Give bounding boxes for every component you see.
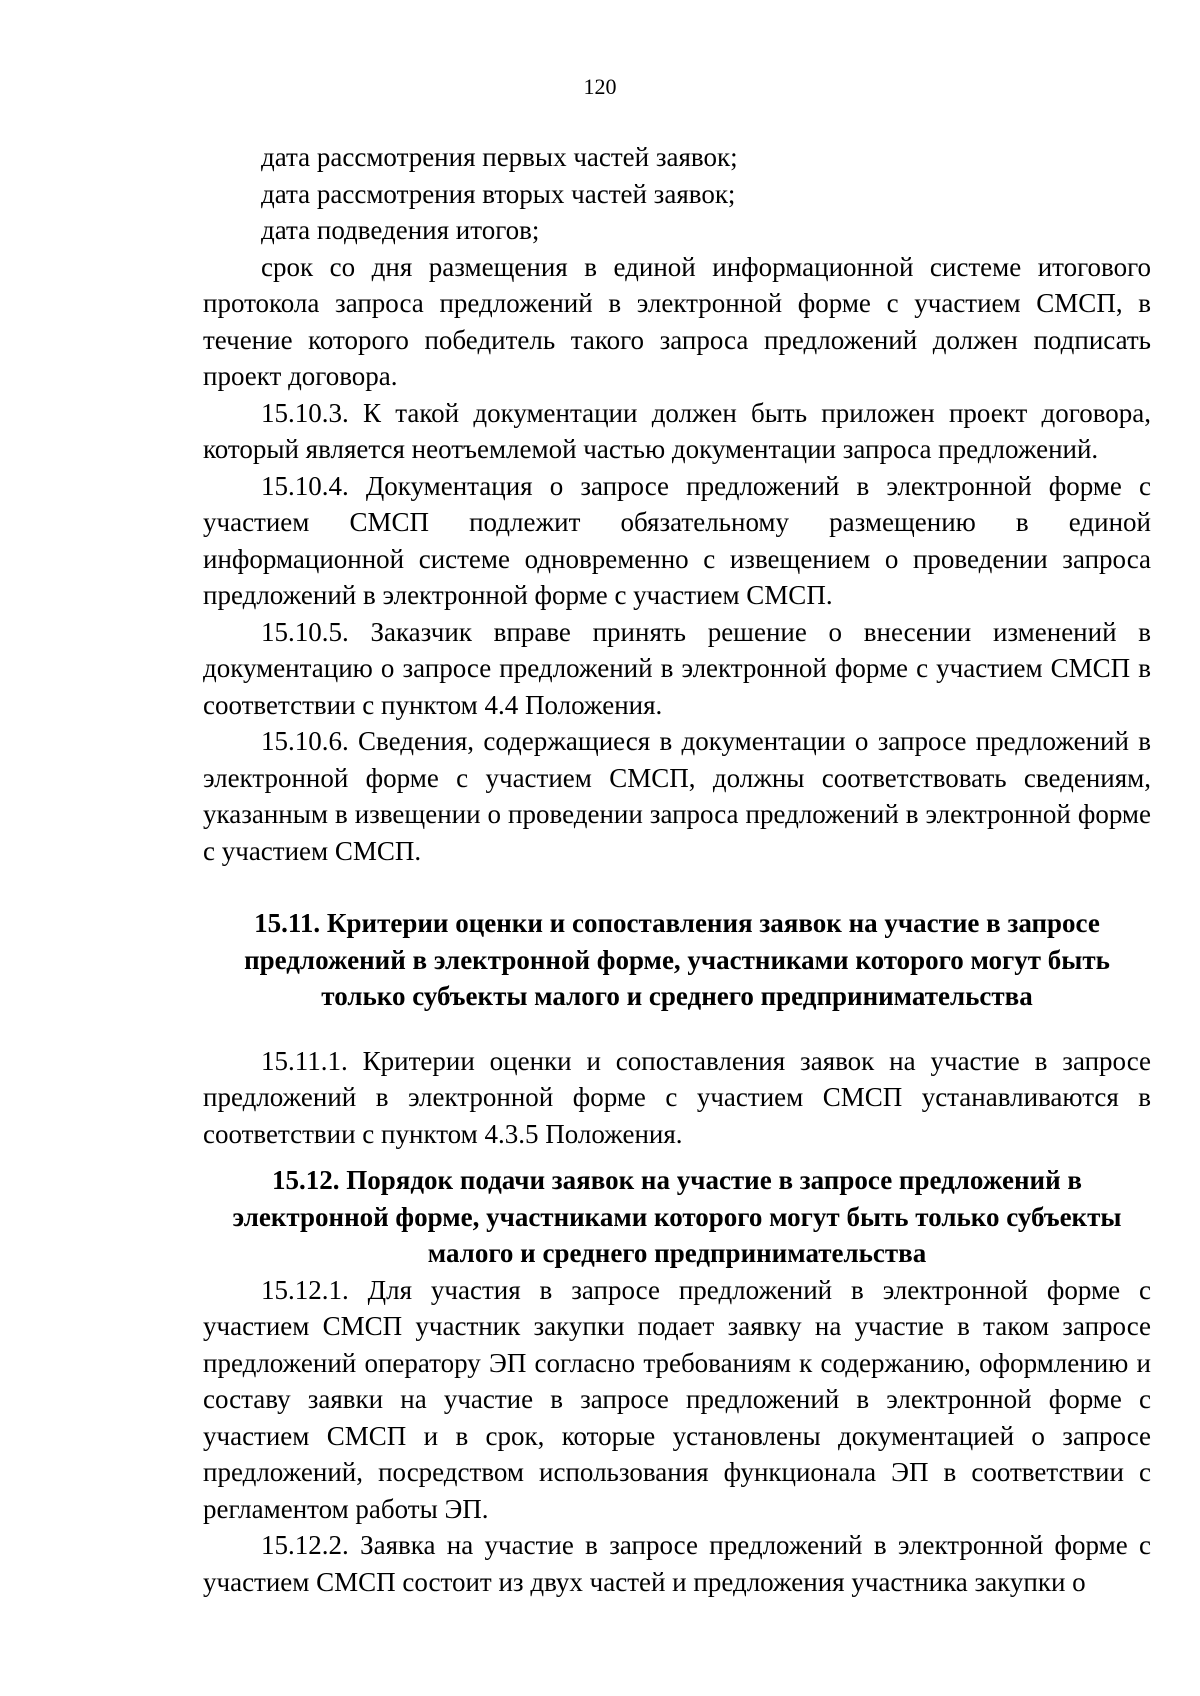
spacer [203, 1152, 1151, 1162]
paragraph-15-10-6: 15.10.6. Сведения, содержащиеся в документации о запросе предложений в электронной форме с участием СМСП, должны соответствовать сведениям, указанным в извещении о проведении запроса предложений в электронной форме с участием СМСП. [203, 726, 1151, 866]
paragraph-15-10-5: 15.10.5. Заказчик вправе принять решение о внесении изменений в документацию о запросе предложений в электронной форме с участием СМСП в соответствии с пунктом 4.4 Положения. [203, 616, 1151, 720]
spacer [203, 1015, 1151, 1043]
paragraph-15-10-4: 15.10.4. Документация о запросе предложений в электронной форме с участием СМСП подлежит обязательному размещению в единой информационной системе одновременно с извещением о проведении запроса предложений в электронной форме с участием СМСП. [203, 470, 1151, 610]
paragraph-summary-date: дата подведения итогов; [261, 215, 540, 245]
spacer [203, 869, 1151, 905]
paragraph-review-second-parts: дата рассмотрения вторых частей заявок; [261, 178, 736, 209]
page-number: 120 [583, 74, 617, 99]
paragraph-15-11-1: 15.11.1. Критерии оценки и сопоставления заявок на участие в запросе предложений в электронной форме с участием СМСП устанавливаются в соответствии с пунктом 4.3.5 Положения. [203, 1045, 1151, 1149]
paragraph-review-first-parts: дата рассмотрения первых частей заявок; [261, 142, 738, 172]
paragraph-15-12-2: 15.12.2. Заявка на участие в запросе предложений в электронной форме с участием СМСП состоит из двух частей и предложения участника закупки о [203, 1530, 1151, 1597]
heading-15-11: 15.11. Критерии оценки и сопоставления заявок на участие в запросе предложений в электронной форме, участниками которого могут быть только субъекты малого и среднего предпринимательства [244, 908, 1110, 1011]
paragraph-15-10-3: 15.10.3. К такой документации должен быть приложен проект договора, который является неотъемлемой частью документации запроса предложений. [203, 397, 1151, 464]
heading-15-12: 15.12. Порядок подачи заявок на участие в запросе предложений в электронной форме, участниками которого могут быть только субъекты малого и среднего предпринимательства [232, 1165, 1122, 1268]
document-body [203, 139, 1151, 1600]
paragraph-signing-term: срок со дня размещения в единой информационной системе итогового протокола запроса предложений в электронной форме с участием СМСП, в течение которого победитель такого запроса предложений должен подписать проект договора. [203, 251, 1151, 391]
paragraph-15-12-1: 15.12.1. Для участия в запросе предложений в электронной форме с участием СМСП участник закупки подает заявку на участие в таком запросе предложений оператору ЭП согласно требованиям к содержанию, оформлению и составу заявки на участие в запросе предложений в электронной форме с участием СМСП и в срок, которые установлены документацией о запросе предложений, посредством использования функционала ЭП в соответствии с регламентом работы ЭП. [203, 1274, 1151, 1524]
